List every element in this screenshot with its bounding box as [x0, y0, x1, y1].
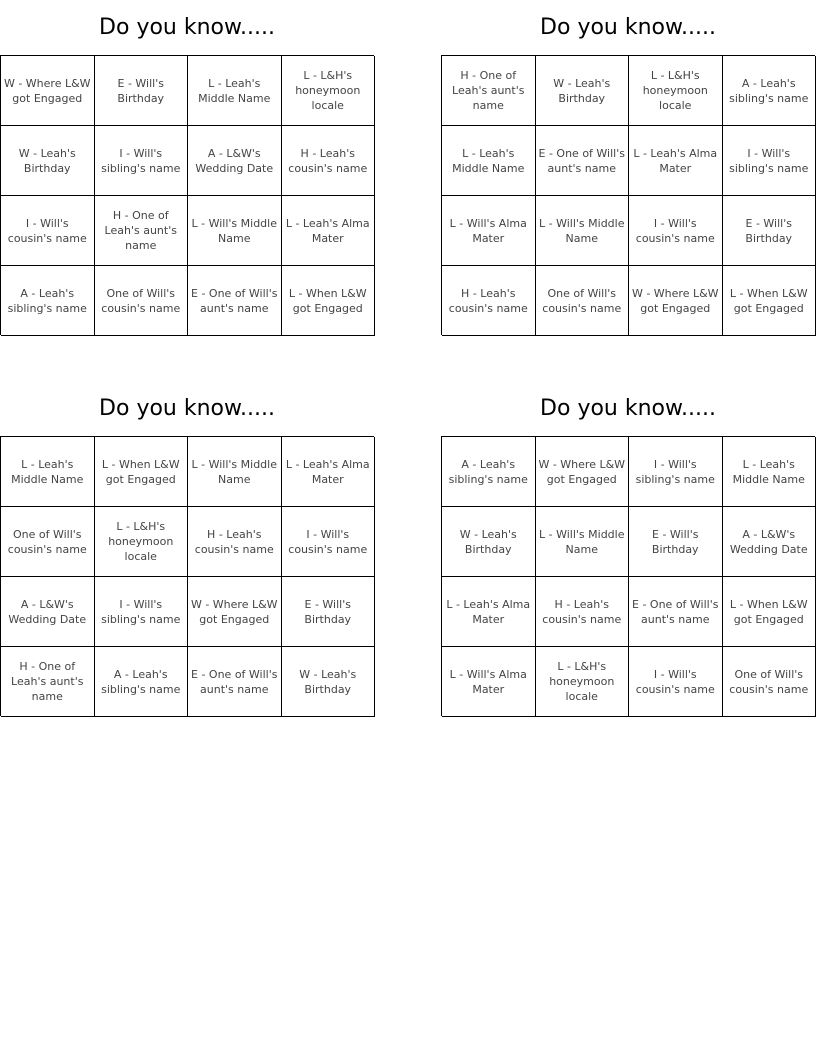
bingo-cell: A - L&W's Wedding Date [188, 126, 282, 196]
card-title: Do you know..... [540, 15, 716, 40]
bingo-grid [0, 55, 374, 335]
bingo-cell: H - Leah's cousin's name [188, 507, 282, 577]
bingo-cell: L - When L&W got Engaged [723, 266, 816, 336]
bingo-cell: W - Leah's Birthday [536, 56, 630, 126]
bingo-cell: H - Leah's cousin's name [442, 266, 536, 336]
bingo-cell: L - Will's Middle Name [536, 196, 630, 266]
bingo-cell: W - Where L&W got Engaged [629, 266, 723, 336]
bingo-cell: E - One of Will's aunt's name [629, 577, 723, 647]
bingo-cell: L - Leah's Middle Name [723, 437, 816, 507]
bingo-cell: One of Will's cousin's name [723, 647, 816, 717]
bingo-cell: E - One of Will's aunt's name [188, 266, 282, 336]
bingo-cell: One of Will's cousin's name [536, 266, 630, 336]
bingo-cell: E - Will's Birthday [629, 507, 723, 577]
bingo-cell: A - Leah's sibling's name [442, 437, 536, 507]
bingo-cell: A - L&W's Wedding Date [723, 507, 816, 577]
bingo-cell: A - Leah's sibling's name [723, 56, 816, 126]
bingo-card-4 [441, 381, 815, 716]
bingo-cell: W - Where L&W got Engaged [536, 437, 630, 507]
bingo-cell: L - Leah's Alma Mater [282, 196, 376, 266]
bingo-cell: H - Leah's cousin's name [536, 577, 630, 647]
bingo-cell: A - Leah's sibling's name [1, 266, 95, 336]
bingo-cell: E - One of Will's aunt's name [188, 647, 282, 717]
bingo-cell: I - Will's sibling's name [95, 577, 189, 647]
bingo-cell: L - When L&W got Engaged [95, 437, 189, 507]
bingo-cell: H - Leah's cousin's name [282, 126, 376, 196]
bingo-cell: W - Leah's Birthday [442, 507, 536, 577]
bingo-grid [0, 436, 374, 716]
bingo-cell: W - Leah's Birthday [1, 126, 95, 196]
card-title: Do you know..... [99, 15, 275, 40]
bingo-cell: L - Leah's Alma Mater [282, 437, 376, 507]
bingo-cell: I - Will's sibling's name [629, 437, 723, 507]
bingo-cell: E - Will's Birthday [723, 196, 816, 266]
bingo-cell: L - Will's Alma Mater [442, 196, 536, 266]
card-title: Do you know..... [540, 396, 716, 421]
bingo-cell: I - Will's sibling's name [95, 126, 189, 196]
bingo-cell: L - Will's Middle Name [536, 507, 630, 577]
bingo-cell: E - Will's Birthday [282, 577, 376, 647]
bingo-grid [441, 436, 815, 716]
bingo-cell: I - Will's cousin's name [629, 196, 723, 266]
bingo-cell: W - Where L&W got Engaged [1, 56, 95, 126]
bingo-cell: I - Will's sibling's name [723, 126, 816, 196]
bingo-cell: L - Leah's Middle Name [442, 126, 536, 196]
bingo-cell: One of Will's cousin's name [95, 266, 189, 336]
bingo-cell: L - L&H's honeymoon locale [629, 56, 723, 126]
bingo-cell: A - Leah's sibling's name [95, 647, 189, 717]
bingo-cell: E - One of Will's aunt's name [536, 126, 630, 196]
bingo-cell: L - L&H's honeymoon locale [536, 647, 630, 717]
bingo-cell: I - Will's cousin's name [629, 647, 723, 717]
bingo-cell: H - One of Leah's aunt's name [442, 56, 536, 126]
bingo-grid [441, 55, 815, 335]
bingo-card-2 [441, 0, 815, 335]
bingo-cell: One of Will's cousin's name [1, 507, 95, 577]
bingo-cell: L - Will's Middle Name [188, 196, 282, 266]
bingo-cell: L - Leah's Middle Name [1, 437, 95, 507]
bingo-cell: L - When L&W got Engaged [282, 266, 376, 336]
bingo-cell: E - Will's Birthday [95, 56, 189, 126]
bingo-cell: I - Will's cousin's name [282, 507, 376, 577]
card-title: Do you know..... [99, 396, 275, 421]
bingo-card-3 [0, 381, 374, 716]
bingo-cell: W - Leah's Birthday [282, 647, 376, 717]
bingo-cell: H - One of Leah's aunt's name [1, 647, 95, 717]
bingo-cell: L - Leah's Middle Name [188, 56, 282, 126]
bingo-cell: L - L&H's honeymoon locale [95, 507, 189, 577]
bingo-cell: A - L&W's Wedding Date [1, 577, 95, 647]
bingo-cell: I - Will's cousin's name [1, 196, 95, 266]
bingo-cell: L - Leah's Alma Mater [442, 577, 536, 647]
bingo-cell: H - One of Leah's aunt's name [95, 196, 189, 266]
bingo-card-1 [0, 0, 374, 335]
bingo-cell: L - Will's Middle Name [188, 437, 282, 507]
bingo-cell: L - L&H's honeymoon locale [282, 56, 376, 126]
bingo-cell: L - Will's Alma Mater [442, 647, 536, 717]
bingo-cell: L - When L&W got Engaged [723, 577, 816, 647]
bingo-cell: W - Where L&W got Engaged [188, 577, 282, 647]
bingo-cell: L - Leah's Alma Mater [629, 126, 723, 196]
